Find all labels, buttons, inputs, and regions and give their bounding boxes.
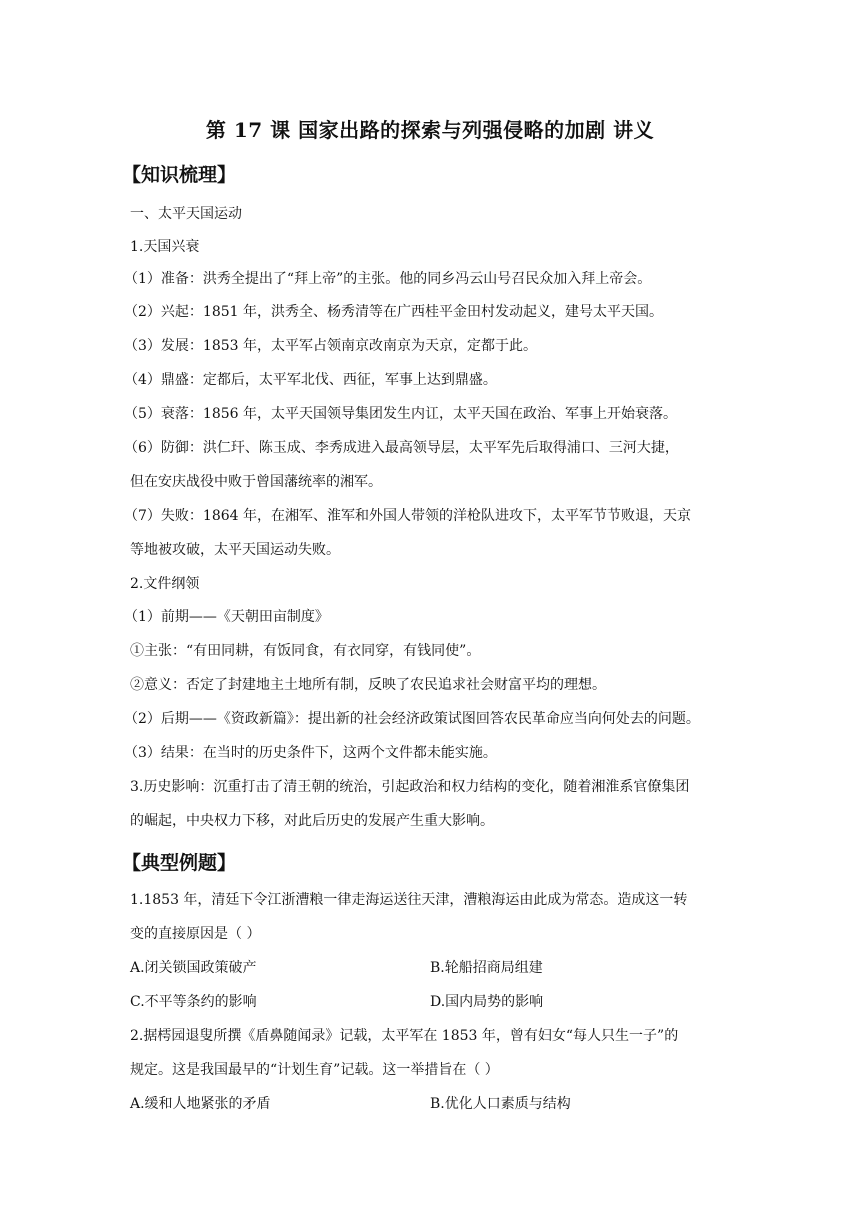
text-line: 3.历史影响：沉重打击了清王朝的统治，引起政治和权力结构的变化，随着湘淮系官僚集团 [130,779,690,795]
text-line: （5）衰落：1856 年，太平天国领导集团发生内讧，太平天国在政治、军事上开始衰落。 [124,406,677,422]
text-line: ①主张：“有田同耕，有饭同食，有衣同穿，有钱同使”。 [130,643,481,659]
question-1-option-b: B.轮船招商局组建 [430,960,543,976]
text-line: （7）失败：1864 年，在湘军、淮军和外国人带领的洋枪队进攻下，太平军节节败退，天京 [124,508,691,524]
text-line: 1.天国兴衰 [130,239,200,255]
text-line: （2）兴起：1851 年，洪秀全、杨秀清等在广西桂平金田村发动起义，建号太平天国。 [124,304,663,320]
text-line: （3）结果：在当时的历史条件下，这两个文件都未能实施。 [124,745,497,761]
text-line: 2.文件纲领 [130,576,200,592]
text-line: 但在安庆战役中败于曾国藩统率的湘军。 [130,474,382,490]
text-line: ②意义：否定了封建地主土地所有制，反映了农民追求社会财富平均的理想。 [130,677,606,693]
question-2-stem: 规定。这是我国最早的“计划生育”记载。这一举措旨在（ ） [130,1062,499,1078]
question-1-option-a: A.闭关锁国政策破产 [130,960,257,976]
text-line: 一、太平天国运动 [130,206,242,222]
text-line: （1）准备：洪秀全提出了“拜上帝”的主张。他的同乡冯云山号召民众加入拜上帝会。 [124,271,652,287]
question-1-stem: 变的直接原因是（ ） [130,926,261,942]
question-1-option-d: D.国内局势的影响 [430,994,544,1010]
page-title: 第 17 课 国家出路的探索与列强侵略的加剧 讲义 [205,118,655,142]
text-line: （3）发展：1853 年，太平军占领南京改南京为天京，定都于此。 [124,338,537,354]
section-heading-knowledge: 【知识梳理】 [122,164,237,186]
text-line: 等地被攻破，太平天国运动失败。 [130,542,340,558]
question-2-option-a: A.缓和人地紧张的矛盾 [130,1096,271,1112]
question-1-option-c: C.不平等条约的影响 [130,994,257,1010]
question-1-stem: 1.1853 年，清廷下令江浙漕粮一律走海运送往天津，漕粮海运由此成为常态。造成这一转 [130,892,688,908]
text-line: （2）后期——《资政新篇》：提出新的社会经济政策试图回答农民革命应当向何处去的问题。 [124,711,700,727]
text-line: 的崛起，中央权力下移，对此后历史的发展产生重大影响。 [130,813,494,829]
question-2-stem: 2.据樗园退叟所撰《盾鼻随闻录》记载，太平军在 1853 年，曾有妇女“每人只生一子”的 [130,1028,679,1044]
text-line: （4）鼎盛：定都后，太平军北伐、西征，军事上达到鼎盛。 [124,372,497,388]
text-line: （1）前期——《天朝田亩制度》 [124,609,329,625]
section-heading-examples: 【典型例题】 [122,852,237,874]
question-2-option-b: B.优化人口素质与结构 [430,1096,571,1112]
text-line: （6）防御：洪仁玕、陈玉成、李秀成进入最高领导层，太平军先后取得浦口、三河大捷， [124,440,679,456]
